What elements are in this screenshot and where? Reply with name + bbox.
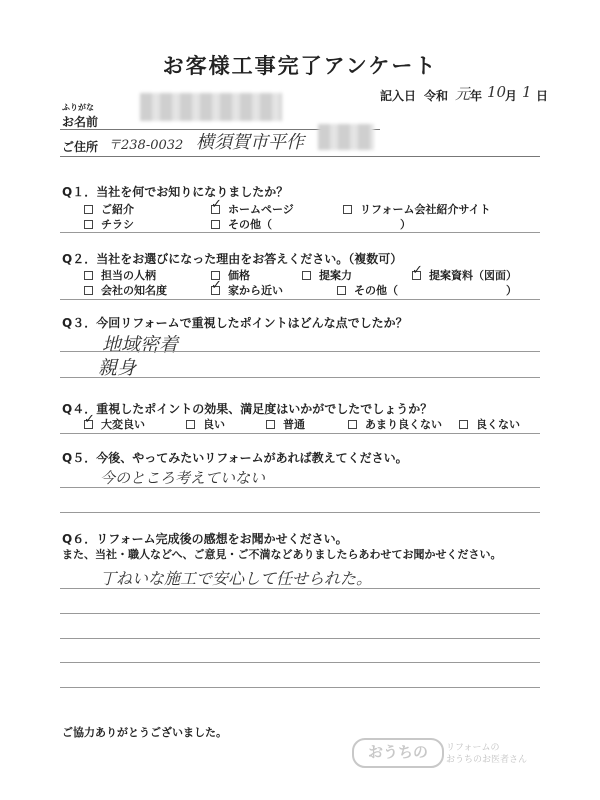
- era-label: 令和: [424, 89, 449, 103]
- watermark-logo: [352, 738, 444, 768]
- q1-option-reform-site[interactable]: [343, 201, 491, 217]
- q2-title: Q２．当社をお選びになった理由をお答えください。（複数可）: [62, 252, 403, 266]
- q1-option-label: チラシ: [101, 218, 134, 231]
- q2-option-proposal-skill[interactable]: [302, 267, 352, 283]
- q2-option-near-home[interactable]: [211, 282, 283, 298]
- q6-subtitle: また、当社・職人などへ、ご意見・ご不満などありましたらあわせてお聞かせください。: [62, 548, 502, 561]
- checkbox-checked[interactable]: [84, 420, 93, 429]
- q4-option-good[interactable]: [186, 416, 225, 432]
- watermark-line2: おうちのお医者さん: [446, 755, 528, 765]
- checkbox[interactable]: [84, 271, 93, 280]
- q2-divider: [60, 299, 540, 300]
- checkbox-checked[interactable]: [412, 271, 421, 280]
- address-handwritten: 横須賀市平作: [196, 132, 304, 153]
- q1-option-flyer[interactable]: [84, 216, 134, 232]
- q1-other-close-paren: ）: [400, 218, 411, 231]
- checkbox[interactable]: [343, 205, 352, 214]
- day-value: 1: [522, 83, 532, 101]
- q6-answer-line: [60, 662, 540, 663]
- q3-answer-line: [60, 351, 540, 352]
- q2-option-reputation[interactable]: [84, 282, 167, 298]
- name-redaction: [140, 93, 282, 121]
- furigana-label: ふりがな: [62, 103, 94, 112]
- q1-option-referral[interactable]: [84, 201, 134, 217]
- q4-option-average[interactable]: [266, 416, 305, 432]
- q2-option-label: 会社の知名度: [101, 284, 167, 297]
- q2-option-other[interactable]: [337, 282, 398, 298]
- address-underline: [60, 156, 540, 157]
- month-suffix: 月: [505, 89, 518, 103]
- q1-option-other[interactable]: [211, 216, 272, 232]
- name-label: お名前: [62, 115, 99, 129]
- q4-option-label: 大変良い: [101, 418, 145, 431]
- q2-option-label: 担当の人柄: [101, 269, 156, 282]
- address-redaction: [318, 124, 374, 150]
- q3-answer-line: [60, 377, 540, 378]
- q3-title: Q３．今回リフォームで重視したポイントはどんな点でしたか？: [62, 316, 408, 330]
- year-value: 元: [455, 85, 471, 103]
- entry-date-label: 記入日: [380, 89, 417, 103]
- month-value: 10: [487, 83, 507, 101]
- checkbox[interactable]: [337, 286, 346, 295]
- q2-option-label: 家から近い: [228, 284, 283, 297]
- q6-answer[interactable]: 丁ねいな施工で安心して任せられた。: [100, 569, 373, 588]
- q6-title: Q６．リフォーム完成後の感想をお聞かせください。: [62, 532, 348, 546]
- q5-answer-line: [60, 487, 540, 488]
- checkbox[interactable]: [84, 286, 93, 295]
- q6-answer-line: [60, 638, 540, 639]
- checkbox-checked[interactable]: [211, 205, 220, 214]
- q4-option-label: 良くない: [476, 418, 520, 431]
- q5-answer-line: [60, 512, 540, 513]
- q1-option-homepage[interactable]: [211, 201, 294, 217]
- checkbox[interactable]: [84, 220, 93, 229]
- checkbox[interactable]: [186, 420, 195, 429]
- q1-option-label: その他（: [228, 218, 272, 231]
- q4-option-label: あまり良くない: [365, 418, 442, 431]
- year-suffix: 年: [470, 89, 483, 103]
- checkbox[interactable]: [84, 205, 93, 214]
- q1-option-label: リフォーム会社紹介サイト: [360, 203, 491, 216]
- checkbox[interactable]: [459, 420, 468, 429]
- postal-code: 〒238-0032: [108, 138, 184, 153]
- thanks-message: ご協力ありがとうございました。: [62, 726, 227, 739]
- address-label: ご住所: [62, 140, 99, 154]
- q4-option-label: 良い: [203, 418, 225, 431]
- q2-option-personality[interactable]: [84, 267, 156, 283]
- checkbox[interactable]: [266, 420, 275, 429]
- q2-option-label: 提案力: [319, 269, 352, 282]
- q5-answer[interactable]: 今のところ考えていない: [100, 469, 266, 487]
- watermark-logo-text: おうちの: [367, 743, 428, 761]
- q4-option-label: 普通: [283, 418, 305, 431]
- q4-title: Q４．重視したポイントの効果、満足度はいかがでしたでしょうか？: [62, 402, 433, 416]
- q3-answer-line2[interactable]: 親身: [98, 357, 137, 379]
- q6-answer-line: [60, 687, 540, 688]
- q4-option-very-good[interactable]: [84, 416, 145, 432]
- checkbox[interactable]: [211, 220, 220, 229]
- day-suffix: 日: [536, 89, 549, 103]
- q3-answer-line1[interactable]: 地域密着: [102, 334, 179, 356]
- q5-title: Q５．今後、やってみたいリフォームがあれば教えてください。: [62, 451, 408, 465]
- q2-option-label: 価格: [228, 269, 250, 282]
- q4-option-not-so-good[interactable]: [348, 416, 442, 432]
- q2-other-close-paren: ）: [506, 284, 517, 297]
- q4-option-bad[interactable]: [459, 416, 520, 432]
- q1-title: Q１．当社を何でお知りになりましたか？: [62, 185, 289, 199]
- checkbox[interactable]: [348, 420, 357, 429]
- checkbox[interactable]: [302, 271, 311, 280]
- form-title: お客様工事完了アンケート: [162, 54, 438, 78]
- q1-divider: [60, 232, 540, 233]
- q2-option-label: 提案資料（図面）: [429, 269, 517, 282]
- q6-answer-line: [60, 613, 540, 614]
- q2-option-label: その他（: [354, 284, 398, 297]
- q4-divider: [60, 433, 540, 434]
- q6-answer-line: [60, 588, 540, 589]
- q1-option-label: ご紹介: [101, 203, 134, 216]
- q1-option-label: ホームページ: [228, 203, 294, 216]
- watermark-line1: リフォームの: [446, 743, 500, 753]
- checkbox-checked[interactable]: [211, 286, 220, 295]
- q2-option-proposal-docs[interactable]: [412, 267, 517, 283]
